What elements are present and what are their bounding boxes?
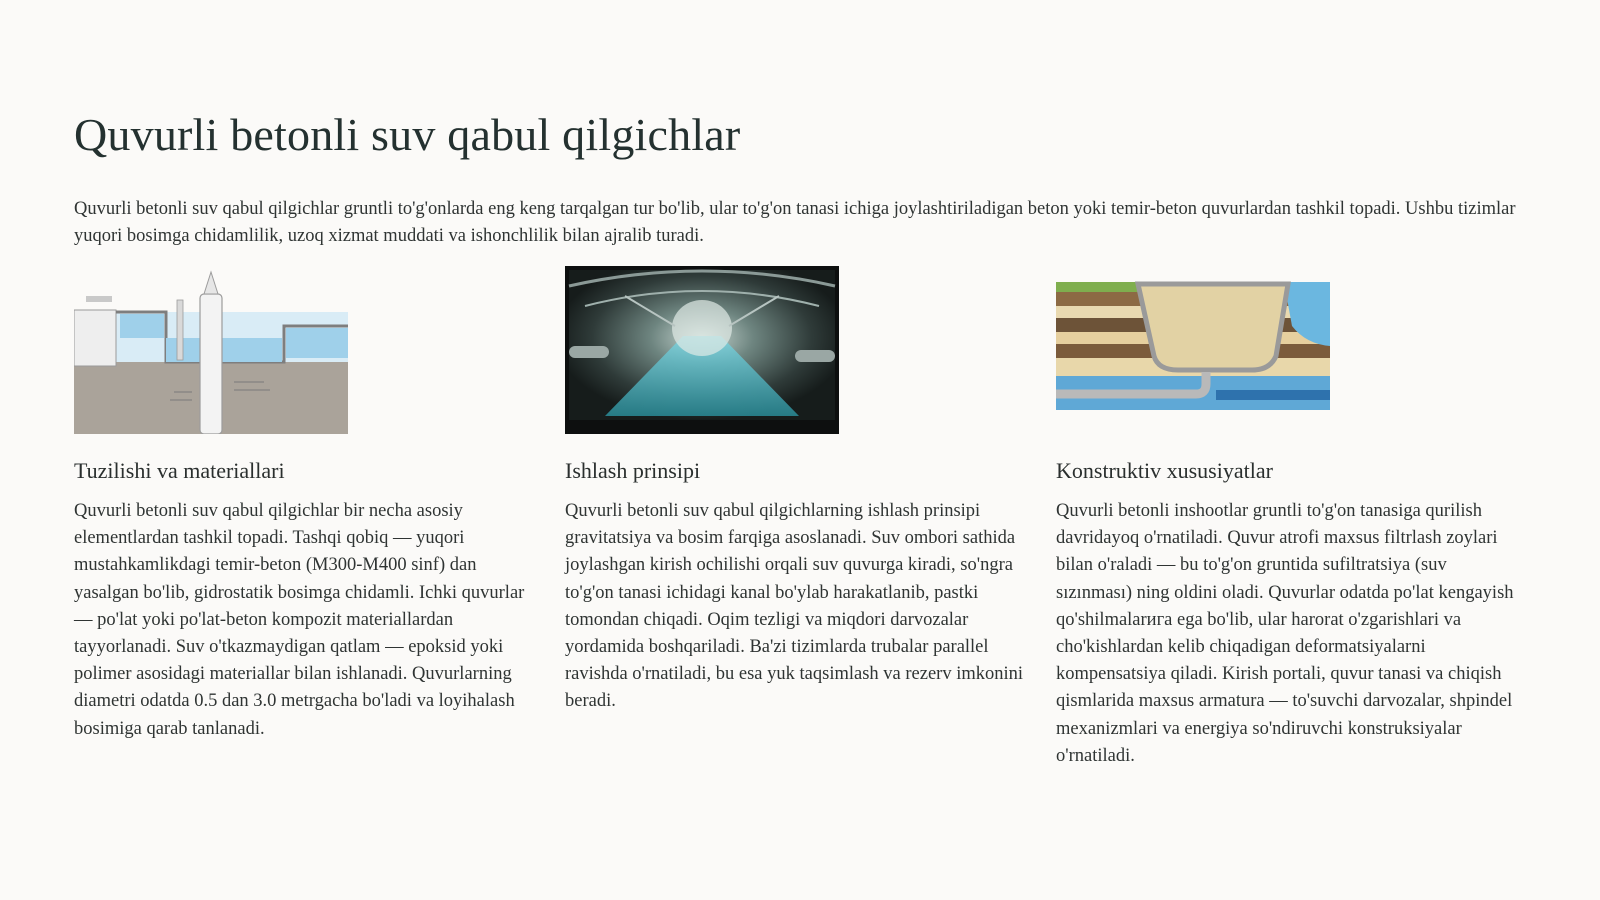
column-construction: [1056, 266, 1526, 766]
tunnel-photo-image: [565, 266, 839, 434]
column-body: Quvurli betonli suv qabul qilgichlar bir necha asosiy elementlardan tashkil topadi. Tashqi qobiq — yuqori mustahkamlikdagi temir-beton (M300-M400 sinf) dan yasalgan bo'lib, gidrostatik bosimga chidamli. Ichki quvurlar — po'lat yoki po'lat-beton kompozit materiallardan tayyorlanadi. Suv o'tkazmaydigan qatlam — epoksid yoki polimer asosidagi materiallar bilan ishlanadi. Quvurlarning diametri odatda 0.5 dan 3.0 metrgacha bo'ladi va loyihalash bosimiga qarab tanlanadi.: [74, 501, 525, 739]
column-heading: Ishlash prinsipi: [565, 458, 701, 483]
intro-paragraph: Quvurli betonli suv qabul qilgichlar gruntli to'g'onlarda eng keng tarqalgan tur bo'lib, ular to'g'on tanasi ichiga joylashtiriladigan beton yoki temir-beton quvurlardan tashkil topadi. Ushbu tizimlar yuqori bosimga chidamlilik, uzoq xizmat muddati va ishonchlilik bilan ajralib turadi.: [74, 199, 1516, 246]
column-heading: Tuzilishi va materiallari: [74, 458, 285, 483]
column-structure: [74, 266, 544, 739]
column-principle: [565, 266, 1035, 712]
column-body: Quvurli betonli inshootlar gruntli to'g'on tanasiga qurilish davridayoq o'rnatiladi. Quvur atrofi maxsus filtrlash zoylari bilan o'raladi — bu to'g'on gruntida sufiltratsiya (suv sızınması) ning oldini oladi. Quvurlar odatda po'lat kengayish qo'shilmalarига ega bo'lib, ular harorat o'zgarishlari va cho'kishlardan kelib chiqadigan deformatsiyalarni kompensatsiya qiladi. Kirish portali, quvur tanasi va chiqish qismlarida maxsus armatura — to'suvchi darvozalar, shpindel mexanizmlari va energiya so'ndiruvchi konstruksiyalar o'rnatiladi.: [1056, 501, 1514, 766]
intake-cross-section-image: [74, 266, 348, 434]
column-body: Quvurli betonli suv qabul qilgichlarning ishlash prinsipi gravitatsiya va bosim farqiga asoslanadi. Suv ombori sathida joylashgan kirish ochilishi orqali suv quvurga kiradi, so'ngra to'g'on tanasi ichidagi kanal bo'ylab harakatlanib, pastki tomondan chiqadi. Oqim tezligi va miqdori darvozalar yordamida boshqariladi. Ba'zi tizimlarda trubalar parallel ravishda o'rnatiladi, bu esa yuk taqsimlash va rezerv imkonini beradi.: [565, 501, 1024, 712]
column-heading: Konstruktiv xususiyatlar: [1056, 458, 1273, 483]
dam-pipe-diagram-image: [1056, 266, 1330, 434]
page-title: Quvurli betonli suv qabul qilgichlar: [74, 109, 741, 160]
slide: [74, 0, 1534, 900]
